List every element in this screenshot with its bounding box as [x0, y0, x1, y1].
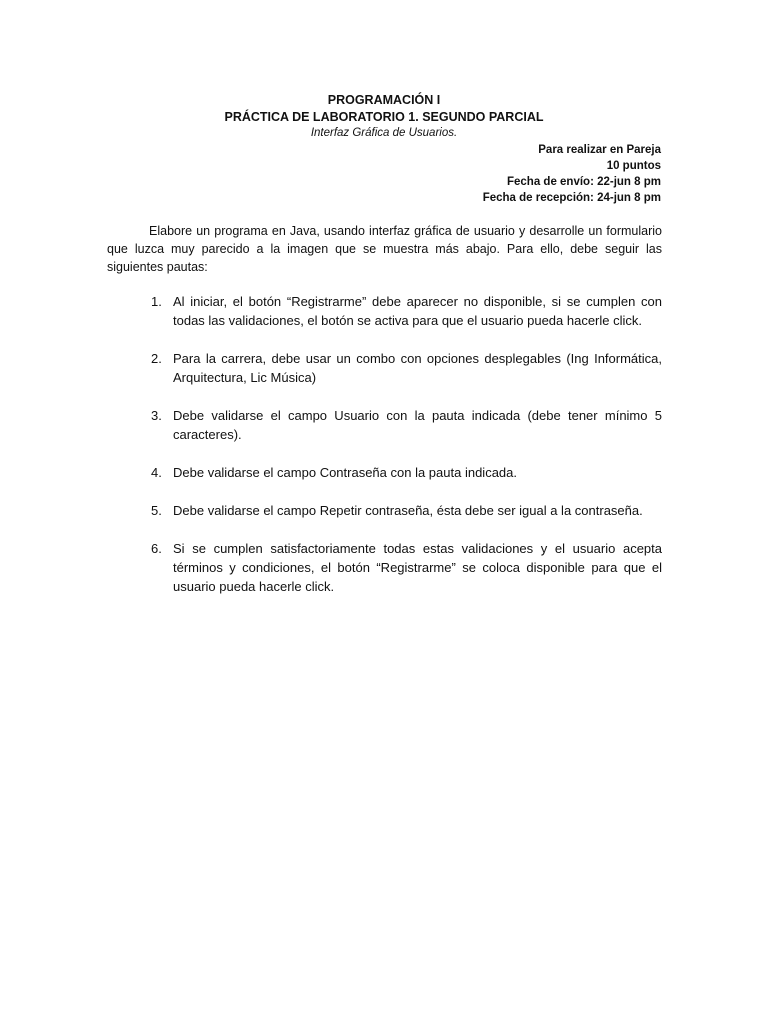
- document-subtitle: PRÁCTICA DE LABORATORIO 1. SEGUNDO PARCIAL: [224, 110, 544, 124]
- list-item-text: Para la carrera, debe usar un combo con opciones desplegables (Ing Informática, Arquitectura, Lic Música): [173, 351, 662, 385]
- intro-paragraph: Elabore un programa en Java, usando interfaz gráfica de usuario y desarrolle un formulario que luzca muy parecido a la imagen que se muestra más abajo. Para ello, debe seguir las siguientes pautas:: [107, 224, 662, 274]
- list-item-text: Debe validarse el campo Contraseña con la pauta indicada.: [173, 465, 517, 480]
- list-item-text: Debe validarse el campo Usuario con la pauta indicada (debe tener mínimo 5 caracteres).: [173, 408, 662, 442]
- list-item-number: 5.: [151, 503, 162, 518]
- list-item-text: Si se cumplen satisfactoriamente todas estas validaciones y el usuario acepta términos y condiciones, el botón “Registrarme” se coloca disponible para que el usuario pueda hacerle click.: [173, 541, 662, 594]
- document-title: PROGRAMACIÓN I: [327, 93, 441, 107]
- list-item-number: 4.: [151, 465, 162, 480]
- list-item-text: Debe validarse el campo Repetir contraseña, ésta debe ser igual a la contraseña.: [173, 503, 643, 518]
- instructions-list: [107, 292, 662, 615]
- list-item-number: 3.: [151, 408, 162, 423]
- meta-mode: Para realizar en Pareja: [538, 144, 661, 156]
- meta-send-date: Fecha de envío: 22-jun 8 pm: [506, 176, 661, 188]
- meta-points: 10 puntos: [606, 160, 661, 172]
- list-item: [107, 539, 662, 596]
- list-item: [107, 463, 662, 482]
- list-item: [107, 349, 662, 387]
- list-item-number: 2.: [151, 351, 162, 366]
- list-item-number: 1.: [151, 294, 162, 309]
- list-item: [107, 406, 662, 444]
- list-item-text: Al iniciar, el botón “Registrarme” debe aparecer no disponible, si se cumplen con todas las validaciones, el botón se activa para que el usuario pueda hacerle click.: [173, 294, 662, 328]
- list-item: [107, 292, 662, 330]
- list-item-number: 6.: [151, 541, 162, 556]
- list-item: [107, 501, 662, 520]
- meta-receive-date: Fecha de recepción: 24-jun 8 pm: [482, 192, 661, 204]
- document-topic: Interfaz Gráfica de Usuarios.: [310, 127, 458, 139]
